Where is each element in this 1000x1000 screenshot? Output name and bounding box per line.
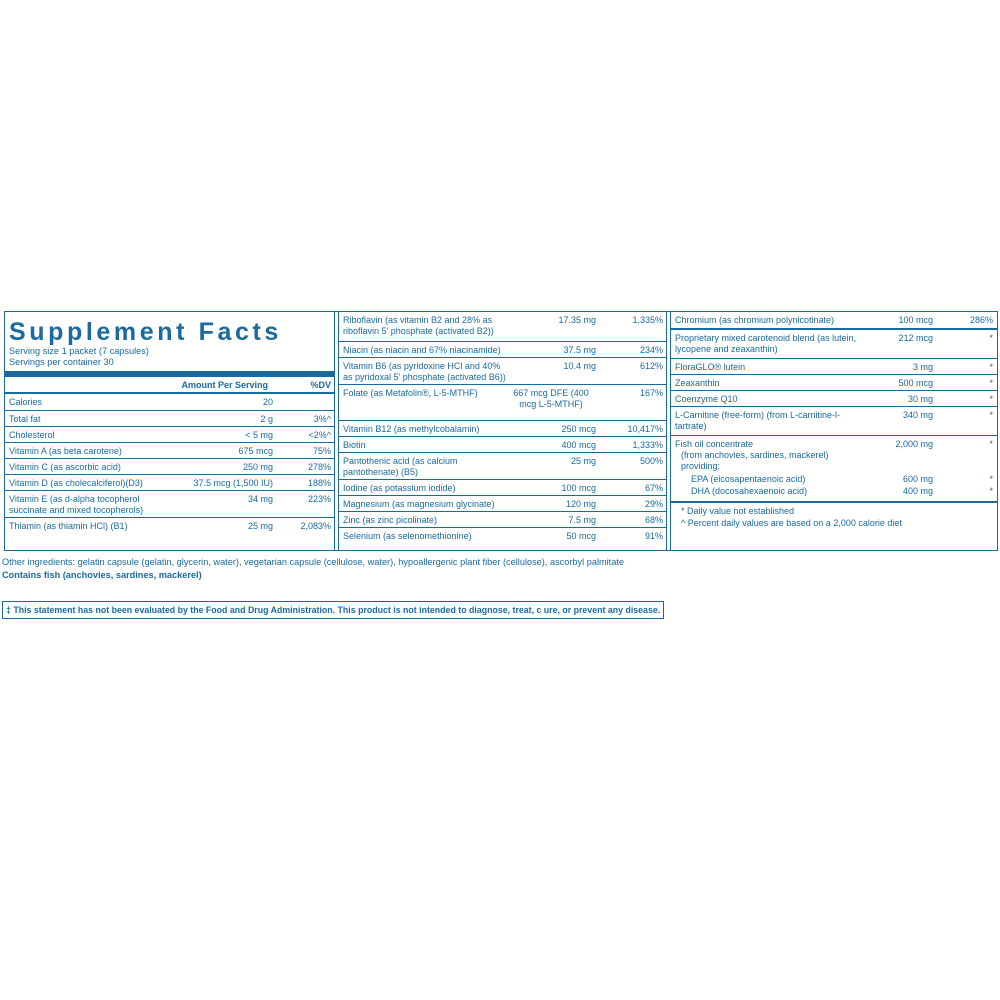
nutrient-row: Zeaxanthin 500 mcg * [671, 375, 997, 391]
nutrient-row: Selenium (as selenomethionine) 50 mcg 91% [343, 531, 663, 541]
nutrient-row: L-Carnitine (free-form) (from L-carnitine-l-tartrate) 340 mg * [671, 407, 997, 436]
nutrient-row: FloraGLO® lutein 3 mg * [671, 359, 997, 375]
nutrient-row: Zinc (as zinc picolinate) 7.5 mg 68% [339, 512, 666, 528]
nutrient-row: Fish oil concentrate 2,000 mg * [675, 439, 993, 449]
nutrient-row: Vitamin C (as ascorbic acid) 250 mg 278% [5, 459, 334, 475]
nutrient-subrow: (from anchovies, sardines, mackerel) providing: [681, 450, 829, 471]
other-ingredients: Other ingredients: gelatin capsule (gelatin, glycerin, water), vegetarian capsule (cellulose, water), hypoallergenic plant fiber (cellulose), ascorbyl palmitate [2, 557, 624, 567]
nutrient-row: Niacin (as niacin and 67% niacinamide) 37.5 mg 234% [339, 342, 666, 358]
facts-column-1 [5, 312, 335, 550]
nutrient-row: Thiamin (as thiamin HCl) (B1) 25 mg 2,083% [9, 521, 331, 531]
nutrient-row: Magnesium (as magnesium glycinate) 120 mg 29% [339, 496, 666, 512]
nutrient-row: Proprietary mixed carotenoid blend (as lutein, lycopene and zeaxanthin) 212 mcg * [671, 330, 997, 359]
nutrient-row: Vitamin D (as cholecalciferol)(D3) 37.5 mcg (1,500 IU) 188% [5, 475, 334, 491]
panel-title: Supplement Facts [9, 318, 282, 346]
servings-per-container: Servings per container 30 [9, 357, 114, 367]
nutrient-row: Iodine (as potassium iodide) 100 mcg 67% [339, 480, 666, 496]
nutrient-row: Pantothenic acid (as calcium pantothenate) (B5) 25 mg 500% [339, 453, 666, 480]
nutrient-row: Vitamin E (as d-alpha tocopherol succinate and mixed tocopherols) 34 mg 223% [5, 491, 334, 518]
footnotes [671, 501, 997, 529]
supplement-facts-panel [4, 311, 998, 551]
serving-size: Serving size 1 packet (7 capsules) [9, 346, 149, 356]
nutrient-row: Total fat 2 g 3%^ [5, 411, 334, 427]
nutrient-row: Cholesterol < 5 mg <2%^ [5, 427, 334, 443]
nutrient-subrow: DHA (docosahexaenoic acid) 400 mg * [691, 486, 993, 496]
amount-per-serving-heading: Amount Per Serving [181, 379, 268, 390]
footnote-percent-dv: ^ Percent daily values are based on a 2,000 calorie diet [681, 518, 902, 528]
ingredients-block [2, 556, 624, 582]
fda-disclaimer: ‡ This statement has not been evaluated by the Food and Drug Administration. This product is not intended to diagnose, treat, c ure, or prevent any disease. [2, 601, 664, 619]
nutrient-row: Folate (as Metafolin®, L-5-MTHF) 667 mcg DFE (400 mcg L-5-MTHF) 167% [339, 385, 666, 421]
nutrient-row: Biotin 400 mcg 1,333% [339, 437, 666, 453]
nutrient-row: Chromium (as chromium polynicotinate) 100 mcg 286% [671, 312, 997, 330]
nutrient-row: Vitamin B12 (as methylcobalamin) 250 mcg 10,417% [339, 421, 666, 437]
facts-column-2 [338, 312, 667, 550]
nutrient-row: Riboflavin (as vitamin B2 and 28% as riboflavin 5' phosphate (activated B2)) 17.35 mg 1,335% [339, 312, 666, 342]
nutrient-subrow: EPA (eicosapentaenoic acid) 600 mg * [691, 474, 993, 484]
allergen-statement: Contains fish (anchovies, sardines, mackerel) [2, 570, 202, 580]
nutrient-row: Coenzyme Q10 30 mg * [671, 391, 997, 407]
nutrient-row: Vitamin B6 (as pyridoxine HCl and 40% as pyridoxal 5' phosphate (activated B6)) 10.4 mg 612% [339, 358, 666, 385]
facts-column-3 [670, 312, 997, 550]
nutrient-row: Calories 20 [5, 394, 334, 411]
dv-heading: %DV [310, 379, 331, 390]
amount-header [5, 377, 334, 394]
footnote-daily-value: * Daily value not established [681, 506, 795, 516]
nutrient-row: Vitamin A (as beta carotene) 675 mcg 75% [5, 443, 334, 459]
